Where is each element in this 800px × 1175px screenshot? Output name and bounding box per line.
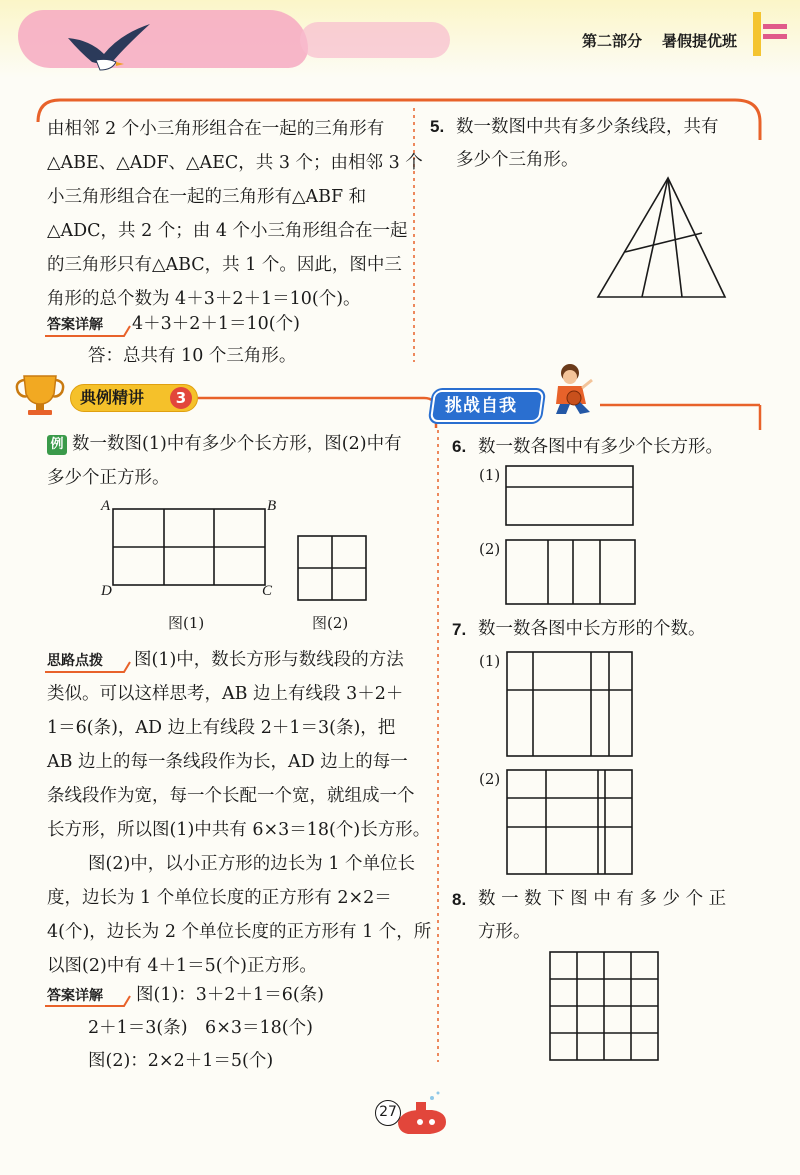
- q6-fig2-label: (2): [479, 540, 501, 558]
- q5-text-1: 数一数图中共有多少条线段，共有: [456, 117, 719, 137]
- header-section: 第二部分: [582, 32, 643, 50]
- fig1-caption: 图(1): [168, 614, 205, 632]
- example-answer-3: 图(2)：2×2＋1＝5(个): [88, 1051, 274, 1071]
- q7-text: 数一数各图中长方形的个数。: [478, 619, 706, 639]
- q8-text-1: 数 一 数 下 图 中 有 多 少 个 正: [478, 889, 727, 909]
- left-top-line-1: 由相邻 2 个小三角形组合在一起的三角形有: [47, 119, 385, 139]
- challenge-banner-title: 挑战自我: [445, 396, 517, 416]
- q5-number: 5.: [430, 117, 445, 136]
- hint-line-5: 条线段作为宽，每一个长配一个宽，就组成一个: [47, 786, 415, 806]
- q6-number: 6.: [452, 437, 467, 456]
- q6-text: 数一数各图中有多少个长方形。: [478, 437, 723, 457]
- left-top-line-3: 小三角形组合在一起的三角形有△ABF 和: [47, 187, 367, 207]
- q8-number: 8.: [452, 890, 467, 909]
- example-banner-number: 3: [170, 387, 192, 409]
- hint-line-8: 度，边长为 1 个单位长度的正方形有 2×2＝: [47, 888, 392, 908]
- header-ribbon-decor: [753, 12, 787, 56]
- hint-line-10: 以图(2)中有 4＋1＝5(个)正方形。: [47, 956, 317, 976]
- example-answer-2: 2＋1＝3(条) 6×3＝18(个): [88, 1018, 313, 1038]
- hint-line-7: 图(2)中，以小正方形的边长为 1 个单位长: [88, 854, 416, 874]
- q7-number: 7.: [452, 620, 467, 639]
- q5-text-2: 多少个三角形。: [456, 150, 579, 170]
- q7-fig1-label: (1): [479, 652, 501, 670]
- example-banner-title: 典例精讲: [80, 388, 145, 407]
- hint-line-2: 类似。可以这样思考，AB 边上有线段 3＋2＋: [47, 684, 404, 704]
- answer-top-line-2: 答：总共有 10 个三角形。: [88, 346, 297, 366]
- example-text-1: 数一数图(1)中有多少个长方形，图(2)中有: [72, 434, 402, 454]
- q8-text-2: 方形。: [478, 922, 531, 942]
- seagull-icon: [68, 24, 150, 70]
- answer-label-top: 答案详解: [47, 317, 103, 333]
- header-course: 暑假提优班: [662, 32, 738, 50]
- left-top-line-2: △ABE、△ADF、△AEC，共 3 个；由相邻 3 个: [47, 153, 423, 173]
- answer-top-line-1: 4＋3＋2＋1＝10(个): [132, 314, 300, 334]
- hint-line-6: 长方形，所以图(1)中共有 6×3＝18(个)长方形。: [47, 820, 431, 840]
- submarine-icon: [398, 1092, 446, 1135]
- q6-fig1-label: (1): [479, 466, 501, 484]
- hint-line-9: 4(个)，边长为 2 个单位长度的正方形有 1 个，所: [47, 922, 432, 942]
- example-text-2: 多少个正方形。: [47, 468, 170, 488]
- example-answer-1: 图(1)：3＋2＋1＝6(条): [136, 985, 324, 1005]
- left-top-line-4: △ADC，共 2 个；由 4 个小三角形组合在一起: [47, 221, 408, 241]
- fig2-caption: 图(2): [312, 614, 349, 632]
- corner-a: A: [101, 498, 111, 514]
- corner-d: D: [101, 583, 112, 599]
- hint-label: 思路点拨: [47, 653, 103, 669]
- trophy-icon: [17, 376, 63, 415]
- hint-line-3: 1＝6(条)，AD 边上有线段 2＋1＝3(条)，把: [47, 718, 396, 738]
- left-top-line-5: 的三角形只有△ABC，共 1 个。因此，图中三: [47, 255, 402, 275]
- corner-b: B: [267, 498, 277, 514]
- answer-label-example: 答案详解: [47, 988, 103, 1004]
- page-number: 27: [375, 1100, 401, 1126]
- q7-fig2-label: (2): [479, 770, 501, 788]
- hint-line-4: AB 边上的每一条线段作为长，AD 边上的每一: [47, 752, 408, 772]
- basketball-player-icon: [556, 364, 592, 414]
- left-top-line-6: 角形的总个数为 4＋3＋2＋1＝10(个)。: [47, 289, 361, 309]
- hint-line-1: 图(1)中，数长方形与数线段的方法: [134, 650, 404, 670]
- example-tag: 例: [47, 435, 67, 455]
- corner-c: C: [262, 583, 273, 599]
